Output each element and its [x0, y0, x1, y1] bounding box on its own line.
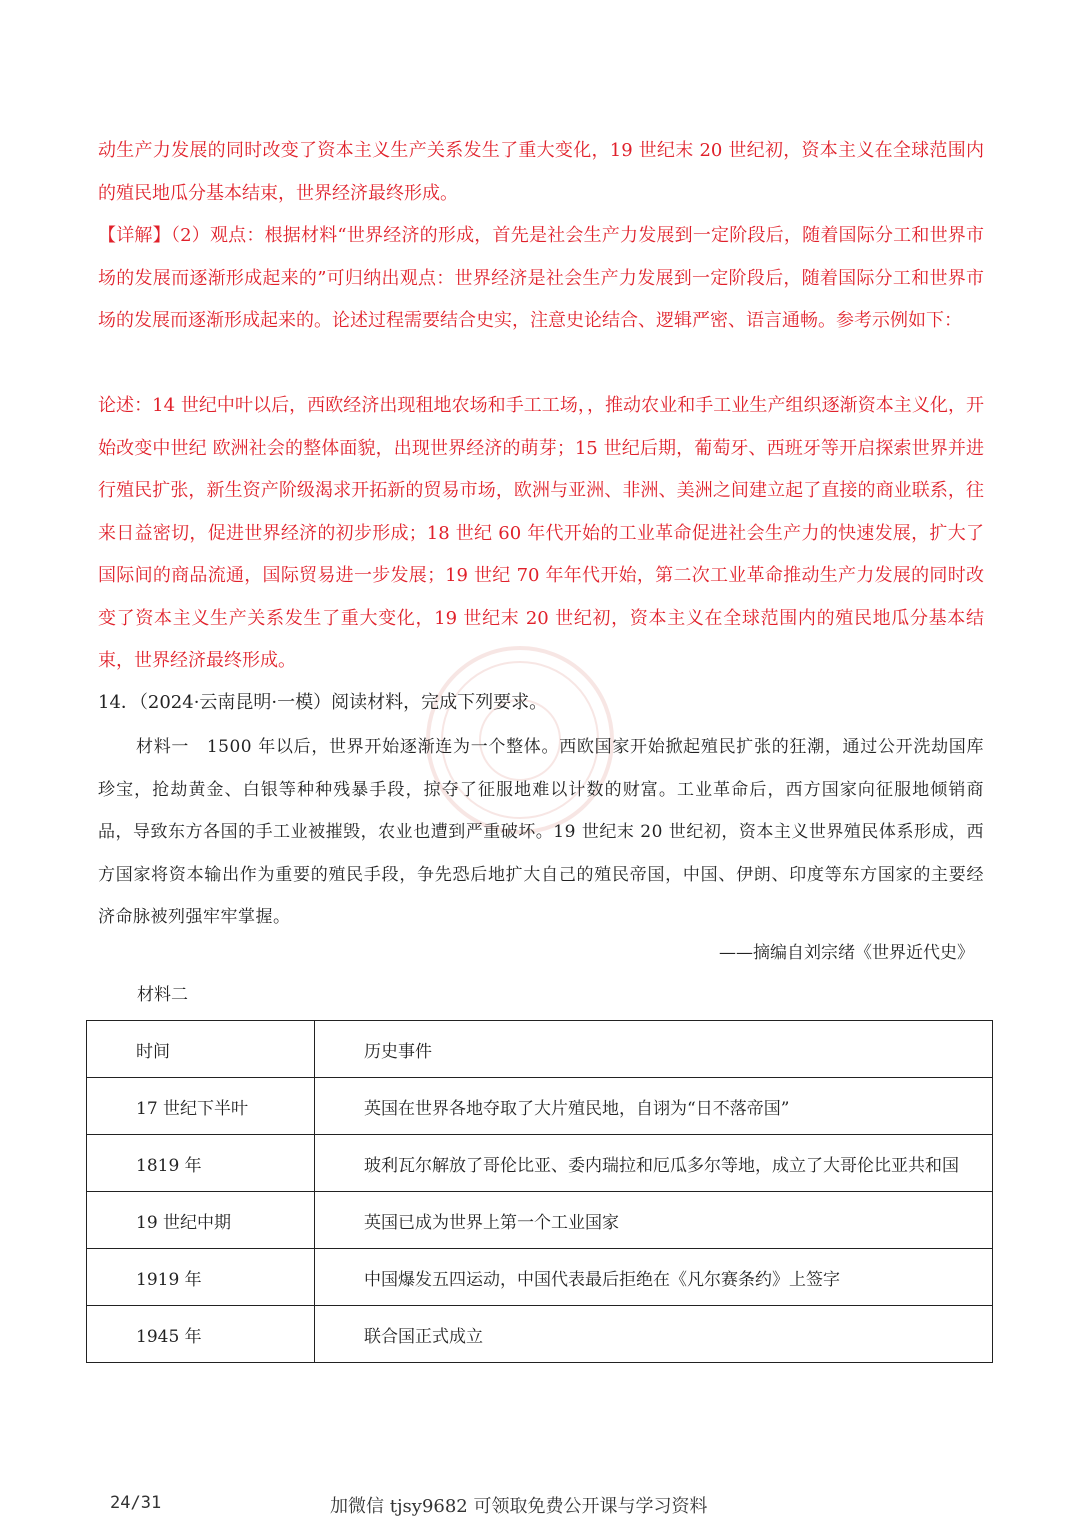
argument-paragraph: 论述：14 世纪中叶以后，西欧经济出现租地农场和手工工场，，推动农业和手工业生产组织逐渐资本主义化，开始改变中世纪 欧洲社会的整体面貌，出现世界经济的萌芽；15 世纪后期，葡萄牙、西班牙等开启探索世界并进行殖民扩张，新生资产阶级渴求开拓新的贸易市场，欧洲与亚洲、非洲、美洲之间建立起了直接的商业联系，往来日益密切，促进世界经济的初步形成；18 世纪 60 年代开始的工业革命促进社会生产力的快速发展，扩大了国际间的商品流通，国际贸易进一步发展；19 世纪 70 年年代开始，第二次工业革命推动生产力发展的同时改变了资本主义生产关系发生了重大变化，19 世纪末 20 世纪初，资本主义在全球范围内的殖民地瓜分基本结束，世界经济最终形成。 [98, 395, 984, 671]
header-event: 历史事件 [315, 1021, 993, 1078]
events-table [86, 1020, 993, 1363]
row-time: 1945 年 [87, 1306, 315, 1363]
row-time: 1819 年 [87, 1135, 315, 1192]
row-event: 联合国正式成立 [315, 1306, 993, 1363]
table-row [87, 1135, 993, 1192]
table-row [87, 1249, 993, 1306]
detail-paragraph [98, 215, 984, 343]
table-row [87, 1078, 993, 1135]
row-time: 1919 年 [87, 1249, 315, 1306]
header-time: 时间 [87, 1021, 315, 1078]
material-two-label: 材料二 [137, 985, 188, 1005]
table-row [87, 1192, 993, 1249]
row-time: 17 世纪下半叶 [87, 1078, 315, 1135]
row-event: 英国在世界各地夺取了大片殖民地，自诩为“日不落帝国” [315, 1078, 993, 1135]
row-event: 中国爆发五四运动，中国代表最后拒绝在《凡尔赛条约》上签字 [315, 1249, 993, 1306]
material-one: 材料一 1500 年以后，世界开始逐渐连为一个整体。西欧国家开始掀起殖民扩张的狂潮，通过公开洗劫国库珍宝，抢劫黄金、白银等种种残暴手段，掠夺了征服地难以计数的财富。工业革命后，西方国家向征服地倾销商品，导致东方各国的手工业被摧毁，农业也遭到严重破坏。19 世纪末 20 世纪初，资本主义世界殖民体系形成，西方国家将资本输出作为重要的殖民手段，争先恐后地扩大自己的殖民帝国，中国、伊朗、印度等东方国家的主要经济命脉被列强牢牢掌握。 [98, 737, 984, 927]
table-row [87, 1306, 993, 1363]
material-source: ——摘编自刘宗绪《世界近代史》 [719, 943, 974, 963]
detail-label: 【详解】 [98, 225, 171, 246]
row-event: 玻利瓦尔解放了哥伦比亚、委内瑞拉和厄瓜多尔等地，成立了大哥伦比亚共和国 [315, 1135, 993, 1192]
footer-note: 加微信 tjsy9682 可领取免费公开课与学习资料 [330, 1496, 708, 1517]
table-header-row [87, 1021, 993, 1078]
question-14-heading: 14．（2024·云南昆明·一模）阅读材料，完成下列要求。 [98, 692, 548, 713]
row-event: 英国已成为世界上第一个工业国家 [315, 1192, 993, 1249]
page-number: 24/31 [110, 1493, 162, 1513]
row-time: 19 世纪中期 [87, 1192, 315, 1249]
answer-continuation: 动生产力发展的同时改变了资本主义生产关系发生了重大变化，19 世纪末 20 世纪初，资本主义在全球范围内的殖民地瓜分基本结束，世界经济最终形成。 [98, 140, 984, 204]
detail-text: （2）观点：根据材料“世界经济的形成，首先是社会生产力发展到一定阶段后，随着国际分工和世界市场的发展而逐渐形成起来的”可归纳出观点：世界经济是社会生产力发展到一定阶段后，随着国际分工和世界市场的发展而逐渐形成起来的。论述过程需要结合史实，注意史论结合、逻辑严密、语言通畅。参考示例如下： [98, 225, 985, 331]
